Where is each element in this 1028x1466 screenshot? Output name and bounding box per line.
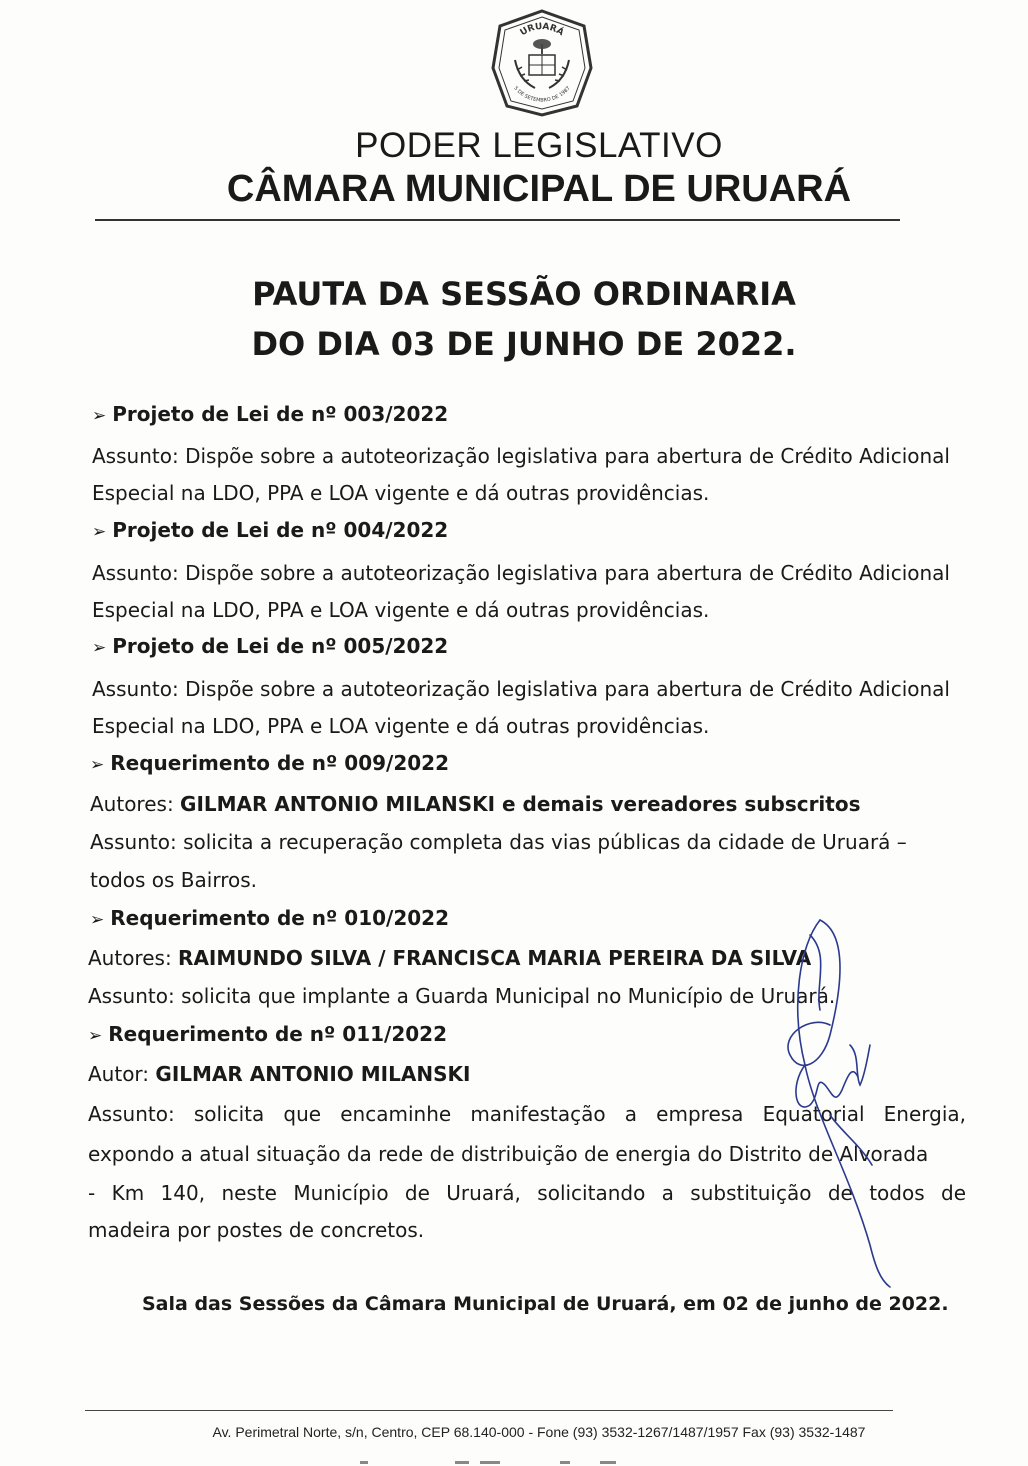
footer-divider	[85, 1410, 893, 1411]
agenda-item-heading	[90, 751, 449, 775]
subject-line	[92, 444, 950, 468]
svg-text:5 DE SETEMBRO DE 1987	[512, 86, 571, 104]
subject-text: - Km 140, neste Município de Uruará, solicitando a substituição de todos de	[88, 1181, 966, 1205]
subject-text: Dispõe sobre a autoteorização legislativa para abertura de Crédito Adicional	[185, 561, 950, 585]
item-title: Requerimento de nº 009/2022	[110, 751, 449, 775]
subject-text: expondo a atual situação da rede de distribuição de energia do Distrito de Alvorada	[88, 1142, 929, 1166]
subject-label: Assunto:	[88, 1102, 175, 1126]
subject-text: solicita a recuperação completa das vias públicas da cidade de Uruará –	[183, 830, 907, 854]
bullet-arrow-icon: ➢	[90, 755, 105, 775]
authors-names: RAIMUNDO SILVA / FRANCISCA MARIA PEREIRA DA SILVA	[178, 946, 812, 970]
authors-line	[90, 792, 861, 816]
chamber-heading: CÂMARA MUNICIPAL DE URUARÁ	[226, 168, 852, 210]
item-title: Requerimento de nº 011/2022	[108, 1022, 447, 1046]
municipal-seal-icon	[487, 8, 597, 118]
subject-label: Assunto:	[90, 830, 177, 854]
subject-label: Assunto:	[92, 444, 179, 468]
bullet-arrow-icon: ➢	[90, 910, 105, 930]
cutoff-text-fragment-icon	[360, 1453, 660, 1464]
agenda-item-heading	[90, 906, 449, 930]
agenda-item-heading	[92, 402, 448, 426]
subject-line	[92, 561, 950, 585]
subject-label: Assunto:	[88, 984, 175, 1008]
item-title: Requerimento de nº 010/2022	[110, 906, 449, 930]
authors-label: Autores:	[88, 946, 172, 970]
subject-line	[92, 677, 950, 701]
title-line-1: PAUTA DA SESSÃO ORDINARIA	[252, 275, 796, 313]
agenda-item-heading	[88, 1022, 447, 1046]
seal-name: URUARÁ	[518, 21, 566, 39]
subject-line	[88, 984, 835, 1008]
item-title: Projeto de Lei de nº 003/2022	[112, 402, 449, 426]
subject-text: madeira por postes de concretos.	[88, 1218, 425, 1242]
authors-names: GILMAR ANTONIO MILANSKI e demais vereadores subscritos	[180, 792, 861, 816]
bullet-arrow-icon: ➢	[88, 1026, 103, 1046]
item-title: Projeto de Lei de nº 005/2022	[112, 634, 449, 658]
subject-text: solicita que encaminhe manifestação a empresa Equatorial Energia,	[193, 1102, 967, 1126]
header-divider	[95, 219, 900, 221]
subject-text: Especial na LDO, PPA e LOA vigente e dá outras providências.	[92, 714, 710, 738]
subject-text: todos os Bairros.	[90, 868, 258, 892]
svg-text:URUARÁ	[519, 22, 567, 38]
subject-label: Assunto:	[92, 677, 179, 701]
bullet-arrow-icon: ➢	[92, 638, 107, 658]
agenda-item-heading	[92, 634, 448, 658]
authors-label: Autores:	[90, 792, 174, 816]
subject-text: Dispõe sobre a autoteorização legislativa para abertura de Crédito Adicional	[185, 444, 950, 468]
footer-address: Av. Perimetral Norte, s/n, Centro, CEP 68.140-000 - Fone (93) 3532-1267/1487/1957 Fax (93) 3532-1487	[212, 1424, 866, 1440]
authors-label: Autor:	[88, 1062, 150, 1086]
subject-line	[90, 830, 907, 854]
subject-label: Assunto:	[92, 561, 179, 585]
subject-text: solicita que implante a Guarda Municipal no Município de Uruará.	[181, 984, 836, 1008]
authors-names: GILMAR ANTONIO MILANSKI	[155, 1062, 471, 1086]
subject-text: Especial na LDO, PPA e LOA vigente e dá outras providências.	[92, 598, 710, 622]
title-line-2: DO DIA 03 DE JUNHO DE 2022.	[251, 325, 797, 363]
bullet-arrow-icon: ➢	[92, 406, 107, 426]
agenda-item-heading	[92, 518, 448, 542]
closing-statement: Sala das Sessões da Câmara Municipal de Uruará, em 02 de junho de 2022.	[142, 1293, 949, 1315]
seal-motto: 5 DE SETEMBRO DE 1987	[512, 85, 572, 104]
subject-text: Dispõe sobre a autoteorização legislativa para abertura de Crédito Adicional	[185, 677, 950, 701]
subject-text: Especial na LDO, PPA e LOA vigente e dá outras providências.	[92, 481, 710, 505]
footer-cutoff-line	[360, 1452, 660, 1464]
bullet-arrow-icon: ➢	[92, 522, 107, 542]
power-heading: PODER LEGISLATIVO	[355, 126, 723, 165]
authors-line	[88, 1062, 470, 1086]
authors-line	[88, 946, 811, 970]
signature-icon	[760, 915, 910, 1295]
item-title: Projeto de Lei de nº 004/2022	[112, 518, 449, 542]
